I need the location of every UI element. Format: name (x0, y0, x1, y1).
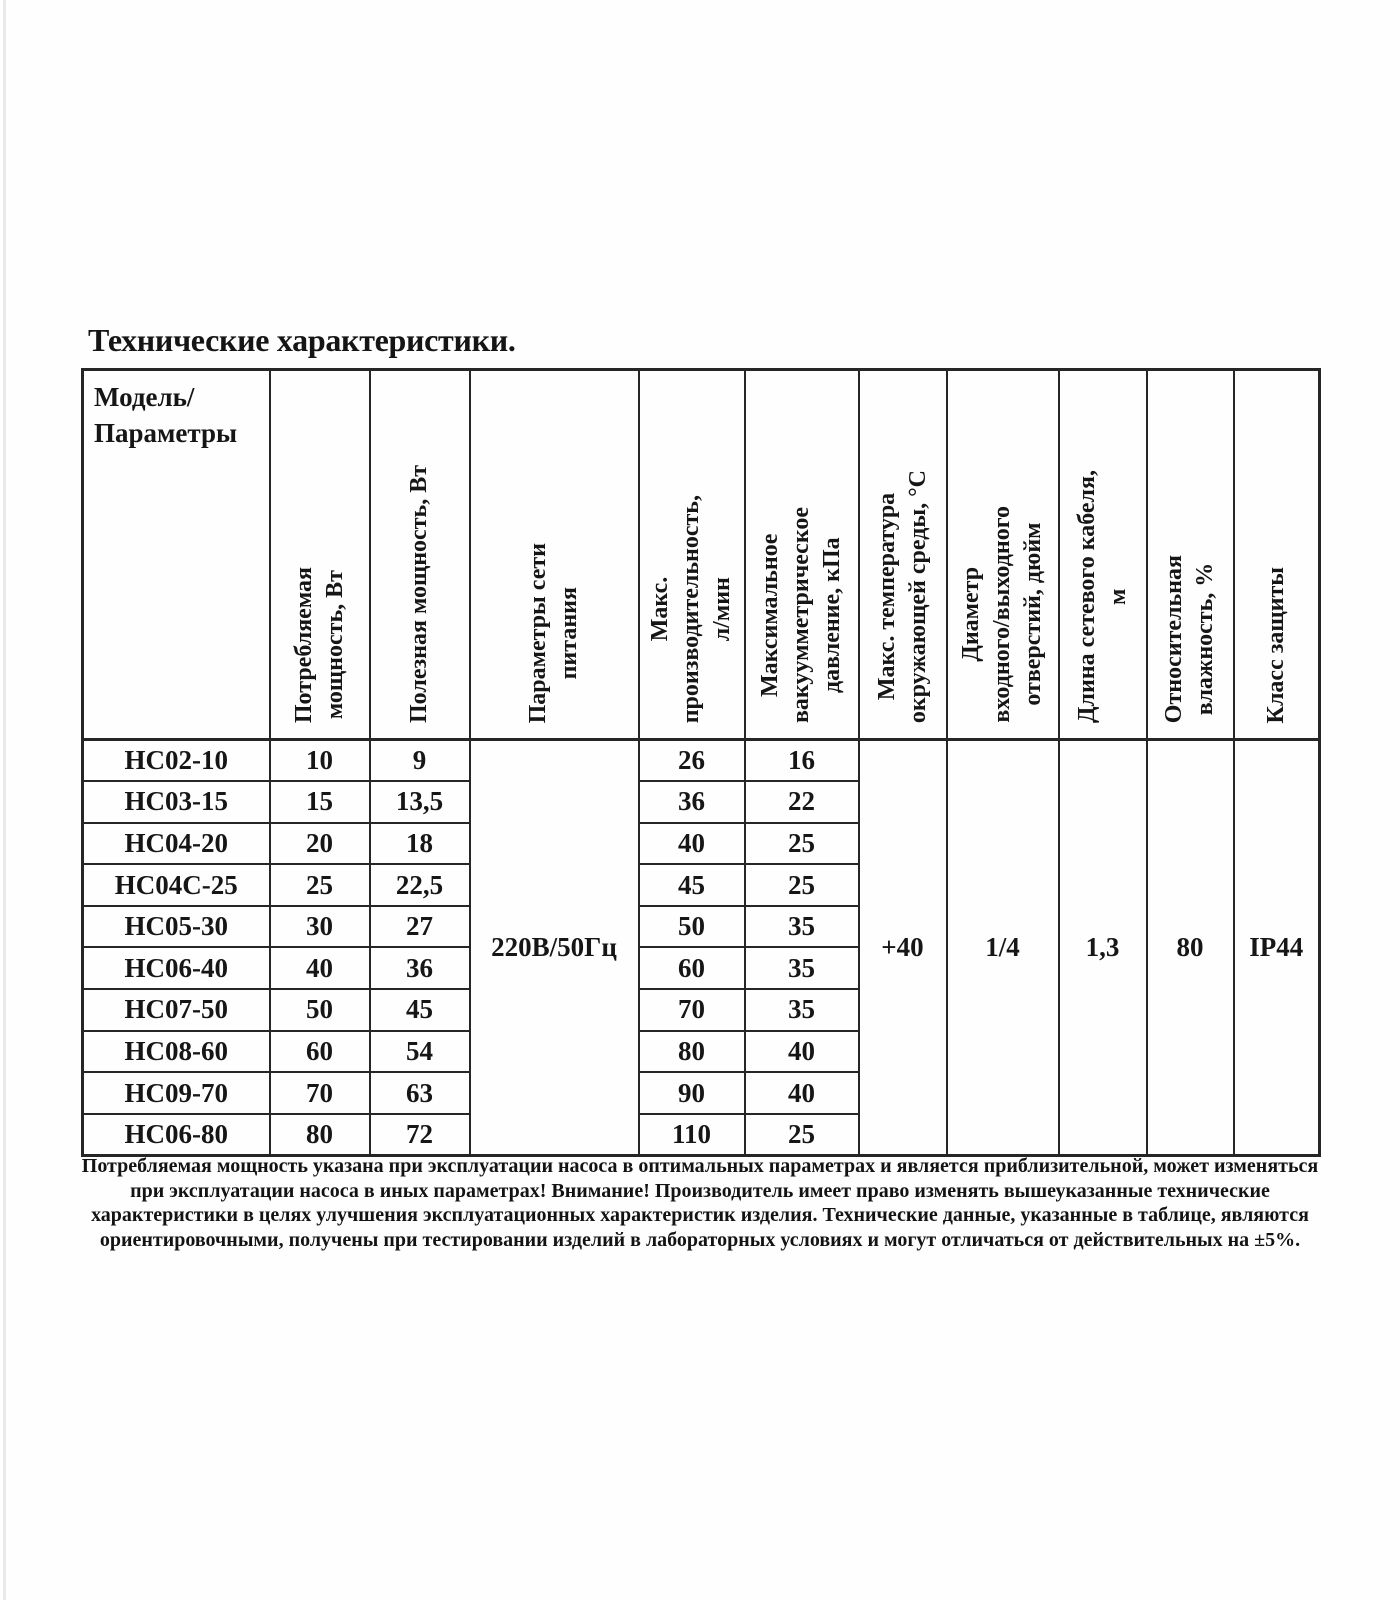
scan-edge-artifact (3, 0, 6, 1600)
cell-max-vacuum: 35 (745, 989, 859, 1031)
footer-line: при эксплуатации насоса в иных параметрах! Внимание! Производитель имеет право изменять вышеуказанные технические (130, 1179, 1270, 1202)
cell-max-flow: 60 (639, 947, 745, 989)
footer-line: ориентировочными, получены при тестировании изделий в лабораторных условиях и могут отличаться от действительных на ±5%. (99, 1229, 1301, 1252)
cell-model: НС06-80 (83, 1114, 270, 1156)
cell-max-vacuum: 16 (745, 740, 859, 782)
spec-table (81, 368, 1321, 1157)
model-header-line: Модель/ (94, 382, 195, 412)
merged-cell-protection: IP44 (1234, 740, 1320, 1156)
merged-cell-humidity: 80 (1147, 740, 1234, 1156)
cell-model: НС02-10 (83, 740, 270, 782)
cell-max-vacuum: 25 (745, 864, 859, 906)
footer-line: характеристики в целях улучшения эксплуатационных характеристик изделия. Технические данные, указанные в таблице, являются (91, 1204, 1309, 1227)
column-header-useful-power (370, 370, 470, 740)
column-header-max-ambient-temp (859, 370, 947, 740)
cell-model: НС06-40 (83, 947, 270, 989)
cell-max-flow: 110 (639, 1114, 745, 1156)
rotated-header-text: Относительная влажность, % (1161, 554, 1218, 723)
cell-max-flow: 26 (639, 740, 745, 782)
cell-useful-power: 27 (370, 906, 470, 948)
cell-max-flow: 90 (639, 1072, 745, 1114)
cell-max-flow: 50 (639, 906, 745, 948)
cell-max-vacuum: 25 (745, 1114, 859, 1156)
cell-model: НС09-70 (83, 1072, 270, 1114)
cell-consumption: 50 (270, 989, 370, 1031)
cell-max-flow: 45 (639, 864, 745, 906)
column-header-mains-parameters (470, 370, 639, 740)
merged-cell-diameter: 1/4 (947, 740, 1059, 1156)
cell-max-vacuum: 22 (745, 781, 859, 823)
cell-max-vacuum: 40 (745, 1031, 859, 1073)
column-header-port-diameter (947, 370, 1059, 740)
cell-max-vacuum: 40 (745, 1072, 859, 1114)
cell-useful-power: 13,5 (370, 781, 470, 823)
cell-consumption: 40 (270, 947, 370, 989)
cell-model: НС08-60 (83, 1031, 270, 1073)
rotated-header-text: Диаметр входного/выходного отверстий, дюйм (958, 506, 1046, 723)
cell-consumption: 70 (270, 1072, 370, 1114)
cell-useful-power: 9 (370, 740, 470, 782)
column-header-cable-length (1059, 370, 1147, 740)
rotated-header-text: Максимальное вакуумметрическое давление, кПа (757, 506, 845, 723)
cell-max-flow: 70 (639, 989, 745, 1031)
cell-model: НС04-20 (83, 823, 270, 865)
rotated-header-text: Макс. температура окружающей среды, °С (873, 469, 931, 723)
rotated-header-text: Макс. производительность, л/мин (647, 494, 735, 723)
cell-consumption: 30 (270, 906, 370, 948)
cell-useful-power: 45 (370, 989, 470, 1031)
cell-useful-power: 36 (370, 947, 470, 989)
rotated-header-text: Потребляемая мощность, Вт (290, 566, 348, 723)
cell-consumption: 60 (270, 1031, 370, 1073)
cell-max-flow: 40 (639, 823, 745, 865)
cell-model: НС07-50 (83, 989, 270, 1031)
rotated-header-text: Параметры сети питания (525, 542, 582, 723)
cell-useful-power: 22,5 (370, 864, 470, 906)
merged-cell-mains: 220В/50Гц (470, 740, 639, 1156)
rotated-header-text: Класс защиты (1262, 566, 1289, 723)
cell-consumption: 10 (270, 740, 370, 782)
footer-note (0, 1154, 1400, 1253)
cell-model: НС04С-25 (83, 864, 270, 906)
column-header-model (83, 370, 270, 740)
column-header-protection-class (1234, 370, 1320, 740)
cell-model: НС03-15 (83, 781, 270, 823)
model-header-line: Параметры (94, 418, 238, 448)
cell-consumption: 25 (270, 864, 370, 906)
cell-consumption: 20 (270, 823, 370, 865)
cell-useful-power: 63 (370, 1072, 470, 1114)
column-header-power-consumption (270, 370, 370, 740)
cell-useful-power: 72 (370, 1114, 470, 1156)
table-row (83, 740, 1320, 782)
rotated-header-text: Длина сетевого кабеля, м (1073, 469, 1131, 723)
rotated-header-text: Полезная мощность, Вт (406, 465, 432, 723)
merged-cell-max-temp: +40 (859, 740, 947, 1156)
cell-model: НС05-30 (83, 906, 270, 948)
column-header-max-flow (639, 370, 745, 740)
page-title: Технические характеристики. (88, 322, 516, 358)
cell-max-flow: 80 (639, 1031, 745, 1073)
column-header-relative-humidity (1147, 370, 1234, 740)
cell-max-vacuum: 25 (745, 823, 859, 865)
cell-consumption: 80 (270, 1114, 370, 1156)
cell-max-vacuum: 35 (745, 906, 859, 948)
cell-max-vacuum: 35 (745, 947, 859, 989)
footer-line: Потребляемая мощность указана при эксплуатации насоса в оптимальных параметрах и является приблизительной, может изменяться (81, 1155, 1319, 1177)
cell-consumption: 15 (270, 781, 370, 823)
cell-max-flow: 36 (639, 781, 745, 823)
header-row (83, 370, 1320, 740)
column-header-max-vacuum (745, 370, 859, 740)
cell-useful-power: 54 (370, 1031, 470, 1073)
cell-useful-power: 18 (370, 823, 470, 865)
merged-cell-cable-length: 1,3 (1059, 740, 1147, 1156)
